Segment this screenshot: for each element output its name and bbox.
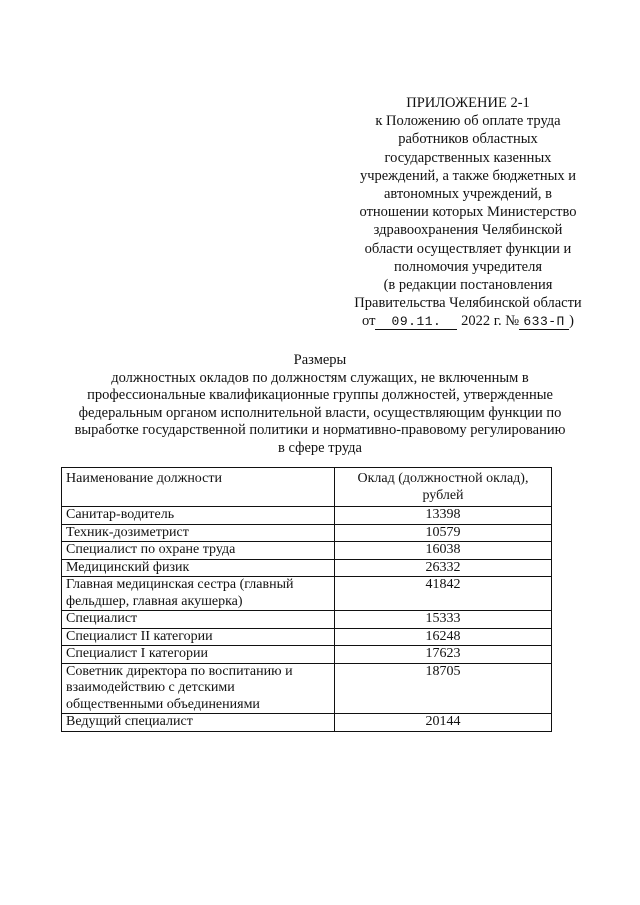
position-name-cell: Специалист <box>62 611 335 629</box>
table-row <box>62 714 552 732</box>
table-row <box>62 577 552 611</box>
salary-cell: 16248 <box>335 628 552 646</box>
table-row <box>62 628 552 646</box>
salary-cell: 18705 <box>335 663 552 714</box>
table-row <box>62 559 552 577</box>
header-position-name: Наименование должности <box>62 468 335 507</box>
appendix-line: здравоохранения Челябинской <box>373 222 563 239</box>
position-name-cell: Специалист II категории <box>62 628 335 646</box>
appendix-line: полномочия учредителя <box>393 258 543 275</box>
appendix-line: учреждений, а также бюджетных и <box>359 167 577 184</box>
salary-cell: 17623 <box>335 646 552 664</box>
date-suffix: ) <box>569 313 574 330</box>
table-header-row <box>62 468 552 507</box>
date-field <box>375 314 457 330</box>
position-name-cell: Медицинский физик <box>62 559 335 577</box>
appendix-line: отношении которых Министерство <box>359 204 577 221</box>
position-name-cell: Советник директора по воспитанию и взаимодействию с детскими общественными объединениями <box>62 663 335 714</box>
header-salary: Оклад (должностной оклад), рублей <box>335 468 552 507</box>
table-row <box>62 507 552 525</box>
salary-cell: 13398 <box>335 507 552 525</box>
table-row <box>62 646 552 664</box>
position-name-cell: Специалист I категории <box>62 646 335 664</box>
appendix-line: работников областных <box>398 131 538 148</box>
salary-cell: 26332 <box>335 559 552 577</box>
appendix-line: Правительства Челябинской области <box>354 295 582 312</box>
title-line: выработке государственной политики и нормативно-правовому регулированию <box>74 422 566 439</box>
table-row <box>62 611 552 629</box>
position-name-cell: Ведущий специалист <box>62 714 335 732</box>
title-line: должностных окладов по должностям служащих, не включенным в <box>111 369 529 386</box>
resolution-date-line <box>340 312 596 330</box>
appendix-header <box>340 94 596 331</box>
title-heading: Размеры <box>293 352 347 368</box>
table-row <box>62 663 552 714</box>
position-name-cell: Техник-дозиметрист <box>62 524 335 542</box>
document-title <box>60 352 580 458</box>
appendix-line: государственных казенных <box>384 149 552 166</box>
position-name-cell: Санитар-водитель <box>62 507 335 525</box>
salary-cell: 15333 <box>335 611 552 629</box>
salary-cell: 41842 <box>335 577 552 611</box>
appendix-line: (в редакции постановления <box>383 277 553 294</box>
appendix-title: ПРИЛОЖЕНИЕ 2-1 <box>406 95 530 111</box>
appendix-line: к Положению об оплате труда <box>375 113 561 130</box>
appendix-line: области осуществляет функции и <box>364 240 572 257</box>
salary-cell: 20144 <box>335 714 552 732</box>
title-line: профессиональные квалификационные группы должностей, утвержденные <box>87 387 553 404</box>
appendix-line: автономных учреждений, в <box>383 186 553 203</box>
table-row <box>62 524 552 542</box>
title-line: федеральным органом исполнительной власти, осуществляющим функции по <box>78 404 562 421</box>
salary-cell: 10579 <box>335 524 552 542</box>
resolution-number: 633-П <box>523 314 565 330</box>
salary-table <box>61 467 552 732</box>
table-row <box>62 542 552 560</box>
title-line: в сфере труда <box>278 439 362 456</box>
position-name-cell: Главная медицинская сестра (главный фельдшер, главная акушерка) <box>62 577 335 611</box>
date-year: 2022 г. № <box>461 313 520 330</box>
date-value: 09.11. <box>391 314 442 330</box>
date-prefix: от <box>362 313 376 330</box>
position-name-cell: Специалист по охране труда <box>62 542 335 560</box>
number-field <box>519 314 569 330</box>
salary-cell: 16038 <box>335 542 552 560</box>
